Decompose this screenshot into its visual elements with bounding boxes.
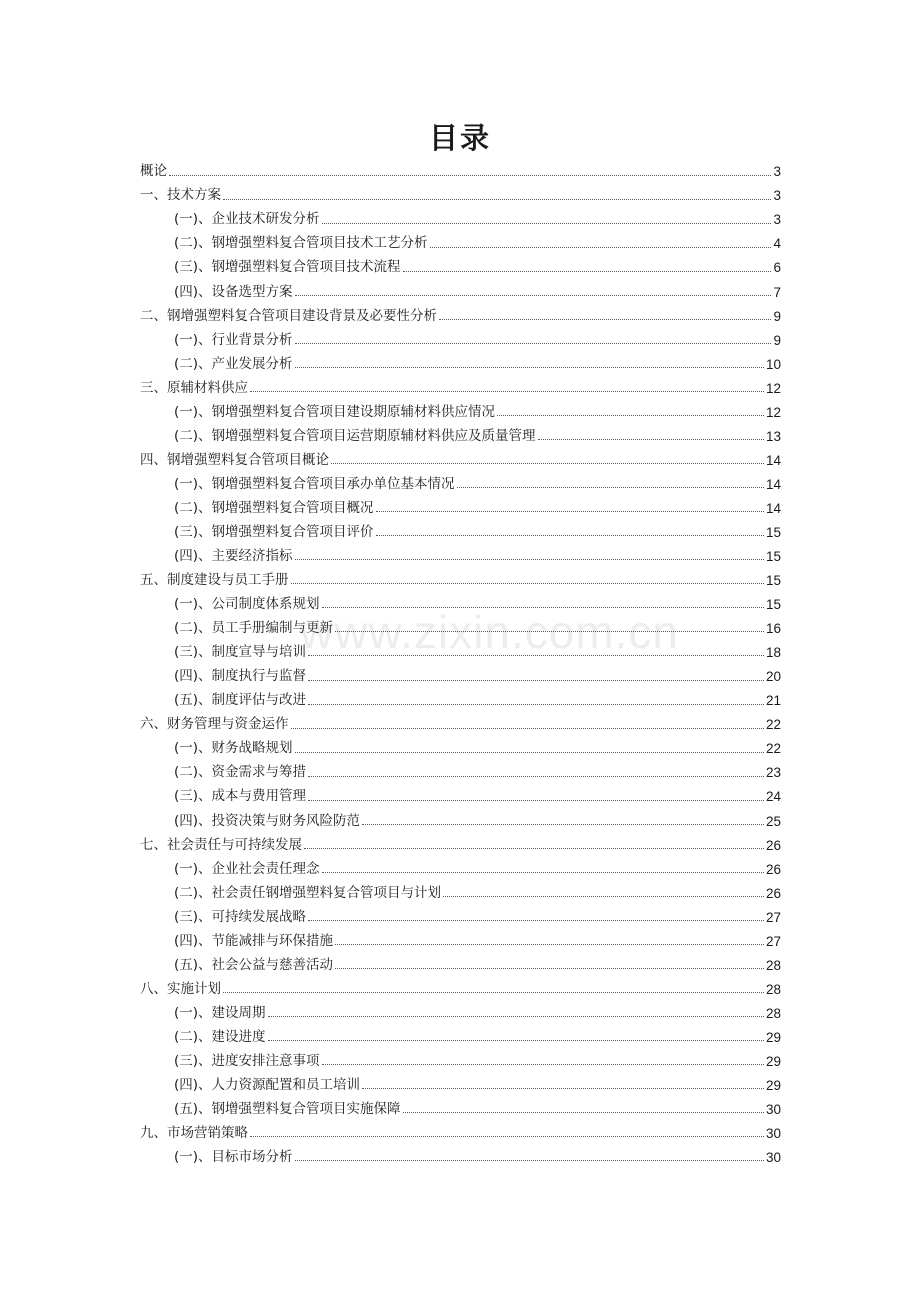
toc-dot-leader [295,295,772,296]
toc-chapter-entry[interactable] [140,160,781,184]
toc-dot-leader [308,776,764,777]
toc-dot-leader [322,223,772,224]
toc-entry-label: (四)、节能减排与环保措施 [174,932,334,949]
toc-page-number: 26 [765,837,781,853]
toc-page-number: 12 [765,380,781,396]
toc-dot-leader [169,175,771,176]
toc-entry-label: (三)、可持续发展战略 [174,908,307,925]
toc-page-number: 27 [765,933,781,949]
toc-chapter-entry[interactable] [140,1122,781,1146]
toc-page-number: 28 [765,957,781,973]
toc-section-entry[interactable] [140,641,781,665]
toc-chapter-entry[interactable] [140,449,781,473]
toc-entry-label: (一)、公司制度体系规划 [174,596,320,613]
toc-page-number: 23 [765,765,781,781]
toc-page-number: 4 [773,236,781,252]
toc-entry-label: (四)、投资决策与财务风险防范 [174,812,361,829]
toc-entry-label: 八、实施计划 [140,980,221,997]
toc-dot-leader [362,824,764,825]
toc-entry-label: (二)、产业发展分析 [174,355,293,372]
toc-entry-label: (一)、行业背景分析 [174,331,293,348]
toc-chapter-entry[interactable] [140,978,781,1002]
toc-page-number: 26 [765,861,781,877]
toc-dot-leader [376,535,764,536]
toc-dot-leader [322,872,764,873]
toc-dot-leader [403,1112,764,1113]
toc-page-number: 22 [765,741,781,757]
toc-entry-label: (四)、设备选型方案 [174,283,293,300]
toc-entry-label: 三、原辅材料供应 [140,379,248,396]
toc-section-entry[interactable] [140,400,781,424]
toc-dot-leader [308,655,764,656]
toc-section-entry[interactable] [140,232,781,256]
toc-section-entry[interactable] [140,930,781,954]
toc-section-entry[interactable] [140,473,781,497]
toc-page-number: 29 [765,1054,781,1069]
toc-page-number: 30 [765,1150,781,1166]
toc-entry-label: (三)、进度安排注意事项 [174,1053,320,1069]
toc-page-number: 30 [765,1126,781,1142]
toc-chapter-entry[interactable] [140,569,781,593]
toc-section-entry[interactable] [140,208,781,232]
toc-dot-leader [308,704,764,705]
toc-entry-label: 一、技术方案 [140,187,221,204]
table-of-contents [140,160,781,1170]
toc-entry-label: (四)、制度执行与监督 [174,668,307,685]
toc-page-number: 22 [765,717,781,733]
toc-page-number: 27 [765,909,781,925]
toc-section-entry[interactable] [140,617,781,641]
toc-page-number: 14 [765,476,781,492]
toc-section-entry[interactable] [140,857,781,881]
toc-dot-leader [295,559,764,560]
toc-dot-leader [322,1064,764,1065]
toc-dot-leader [430,247,772,248]
toc-dot-leader [443,896,764,897]
toc-entry-label: (二)、钢增强塑料复合管项目运营期原辅材料供应及质量管理 [174,427,536,444]
toc-page-number: 15 [765,573,781,589]
toc-entry-label: (一)、建设周期 [174,1004,266,1021]
toc-dot-leader [223,992,764,993]
toc-page-number: 30 [765,1102,781,1118]
toc-dot-leader [308,800,764,801]
toc-page-number: 26 [765,885,781,901]
toc-entry-label: (三)、钢增强塑料复合管项目评价 [174,523,374,540]
toc-section-entry[interactable] [140,1098,781,1122]
toc-dot-leader [308,920,764,921]
toc-dot-leader [322,607,764,608]
toc-dot-leader [335,631,764,632]
toc-section-entry[interactable] [140,256,781,280]
toc-section-entry[interactable] [140,425,781,449]
toc-section-entry[interactable] [140,665,781,689]
toc-page-number: 10 [765,356,781,372]
toc-entry-label: (一)、企业社会责任理念 [174,860,320,877]
toc-entry-label: (五)、钢增强塑料复合管项目实施保障 [174,1101,401,1118]
toc-section-entry[interactable] [140,1146,781,1170]
toc-dot-leader [295,752,764,753]
toc-dot-leader [295,367,764,368]
toc-page-number: 14 [765,500,781,516]
toc-entry-label: 概论 [140,163,167,180]
toc-dot-leader [335,944,764,945]
toc-chapter-entry[interactable] [140,833,781,857]
toc-entry-label: (四)、主要经济指标 [174,548,293,565]
toc-dot-leader [308,680,764,681]
toc-chapter-entry[interactable] [140,713,781,737]
toc-entry-label: (三)、成本与费用管理 [174,788,307,805]
toc-dot-leader [497,415,764,416]
toc-section-entry[interactable] [140,352,781,376]
toc-dot-leader [362,1088,764,1089]
toc-chapter-entry[interactable] [140,304,781,328]
toc-page-number: 9 [773,308,781,324]
toc-section-entry[interactable] [140,1002,781,1026]
toc-section-entry[interactable] [140,1050,781,1074]
toc-section-entry[interactable] [140,809,781,833]
toc-entry-label: (二)、社会责任钢增强塑料复合管项目与计划 [174,884,442,901]
toc-page-number: 24 [765,789,781,805]
toc-page-number: 9 [773,332,781,348]
toc-page-number: 18 [765,645,781,661]
toc-section-entry[interactable] [140,761,781,785]
toc-section-entry[interactable] [140,328,781,352]
toc-section-entry[interactable] [140,954,781,978]
toc-section-entry[interactable] [140,1074,781,1098]
toc-page-number: 25 [765,813,781,829]
toc-dot-leader [457,487,764,488]
toc-entry-label: (五)、制度评估与改进 [174,692,307,709]
toc-page-number: 29 [765,1029,781,1045]
toc-dot-leader [295,1160,764,1161]
toc-section-entry[interactable] [140,521,781,545]
toc-page-number: 20 [765,669,781,685]
toc-section-entry[interactable] [140,545,781,569]
toc-dot-leader [291,583,764,584]
toc-entry-label: (二)、员工手册编制与更新 [174,620,334,637]
toc-dot-leader [331,463,764,464]
toc-entry-label: (五)、社会公益与慈善活动 [174,956,334,973]
toc-dot-leader [403,271,772,272]
toc-section-entry[interactable] [140,905,781,929]
toc-page-number: 3 [773,212,781,228]
toc-chapter-entry[interactable] [140,184,781,208]
toc-dot-leader [304,848,764,849]
toc-page-number: 15 [765,524,781,540]
toc-dot-leader [250,1136,764,1137]
toc-page-number: 29 [765,1078,781,1094]
toc-entry-label: 七、社会责任与可持续发展 [140,836,302,853]
toc-entry-label: 二、钢增强塑料复合管项目建设背景及必要性分析 [140,307,437,324]
toc-title: 目录 [428,121,491,155]
toc-dot-leader [268,1040,764,1041]
toc-dot-leader [295,343,772,344]
toc-page-number: 7 [773,284,781,300]
toc-page-number: 13 [765,428,781,444]
toc-entry-label: (三)、制度宣导与培训 [174,644,307,661]
toc-entry-label: 五、制度建设与员工手册 [140,572,289,589]
toc-section-entry[interactable] [140,497,781,521]
toc-dot-leader [439,319,771,320]
toc-entry-label: (一)、财务战略规划 [174,740,293,757]
toc-entry-label: (一)、钢增强塑料复合管项目建设期原辅材料供应情况 [174,403,496,420]
toc-entry-label: (二)、建设进度 [174,1028,266,1045]
toc-section-entry[interactable] [140,280,781,304]
toc-page-number: 16 [765,621,781,637]
toc-dot-leader [223,199,771,200]
toc-entry-label: (一)、钢增强塑料复合管项目承办单位基本情况 [174,475,455,492]
toc-section-entry[interactable] [140,737,781,761]
toc-section-entry[interactable] [140,689,781,713]
toc-section-entry[interactable] [140,1026,781,1050]
toc-entry-label: 九、市场营销策略 [140,1125,248,1142]
toc-entry-label: (一)、企业技术研发分析 [174,211,320,228]
toc-entry-label: (一)、目标市场分析 [174,1149,293,1166]
toc-chapter-entry[interactable] [140,376,781,400]
watermark: www.zixin.com.cn [300,606,679,658]
toc-entry-label: (二)、钢增强塑料复合管项目技术工艺分析 [174,235,428,252]
toc-page-number: 28 [765,981,781,997]
toc-entry-label: (三)、钢增强塑料复合管项目技术流程 [174,259,401,276]
toc-dot-leader [291,728,764,729]
toc-entry-label: 六、财务管理与资金运作 [140,716,289,733]
toc-dot-leader [538,439,764,440]
toc-page-number: 15 [765,597,781,613]
toc-entry-label: (二)、钢增强塑料复合管项目概况 [174,499,374,516]
toc-entry-label: (四)、人力资源配置和员工培训 [174,1077,361,1094]
toc-dot-leader [376,511,764,512]
toc-dot-leader [335,968,764,969]
toc-section-entry[interactable] [140,785,781,809]
toc-page-number: 14 [765,452,781,468]
toc-page-number: 28 [765,1005,781,1021]
toc-section-entry[interactable] [140,593,781,617]
toc-page-number: 12 [765,404,781,420]
toc-dot-leader [268,1016,764,1017]
toc-page-number: 3 [773,188,781,204]
toc-entry-label: 四、钢增强塑料复合管项目概论 [140,451,329,468]
toc-page-number: 3 [773,164,781,180]
toc-entry-label: (二)、资金需求与筹措 [174,764,307,781]
toc-page-number: 15 [765,549,781,565]
toc-page-number: 21 [765,693,781,709]
toc-page-number: 6 [773,260,781,276]
toc-section-entry[interactable] [140,881,781,905]
toc-dot-leader [250,391,764,392]
